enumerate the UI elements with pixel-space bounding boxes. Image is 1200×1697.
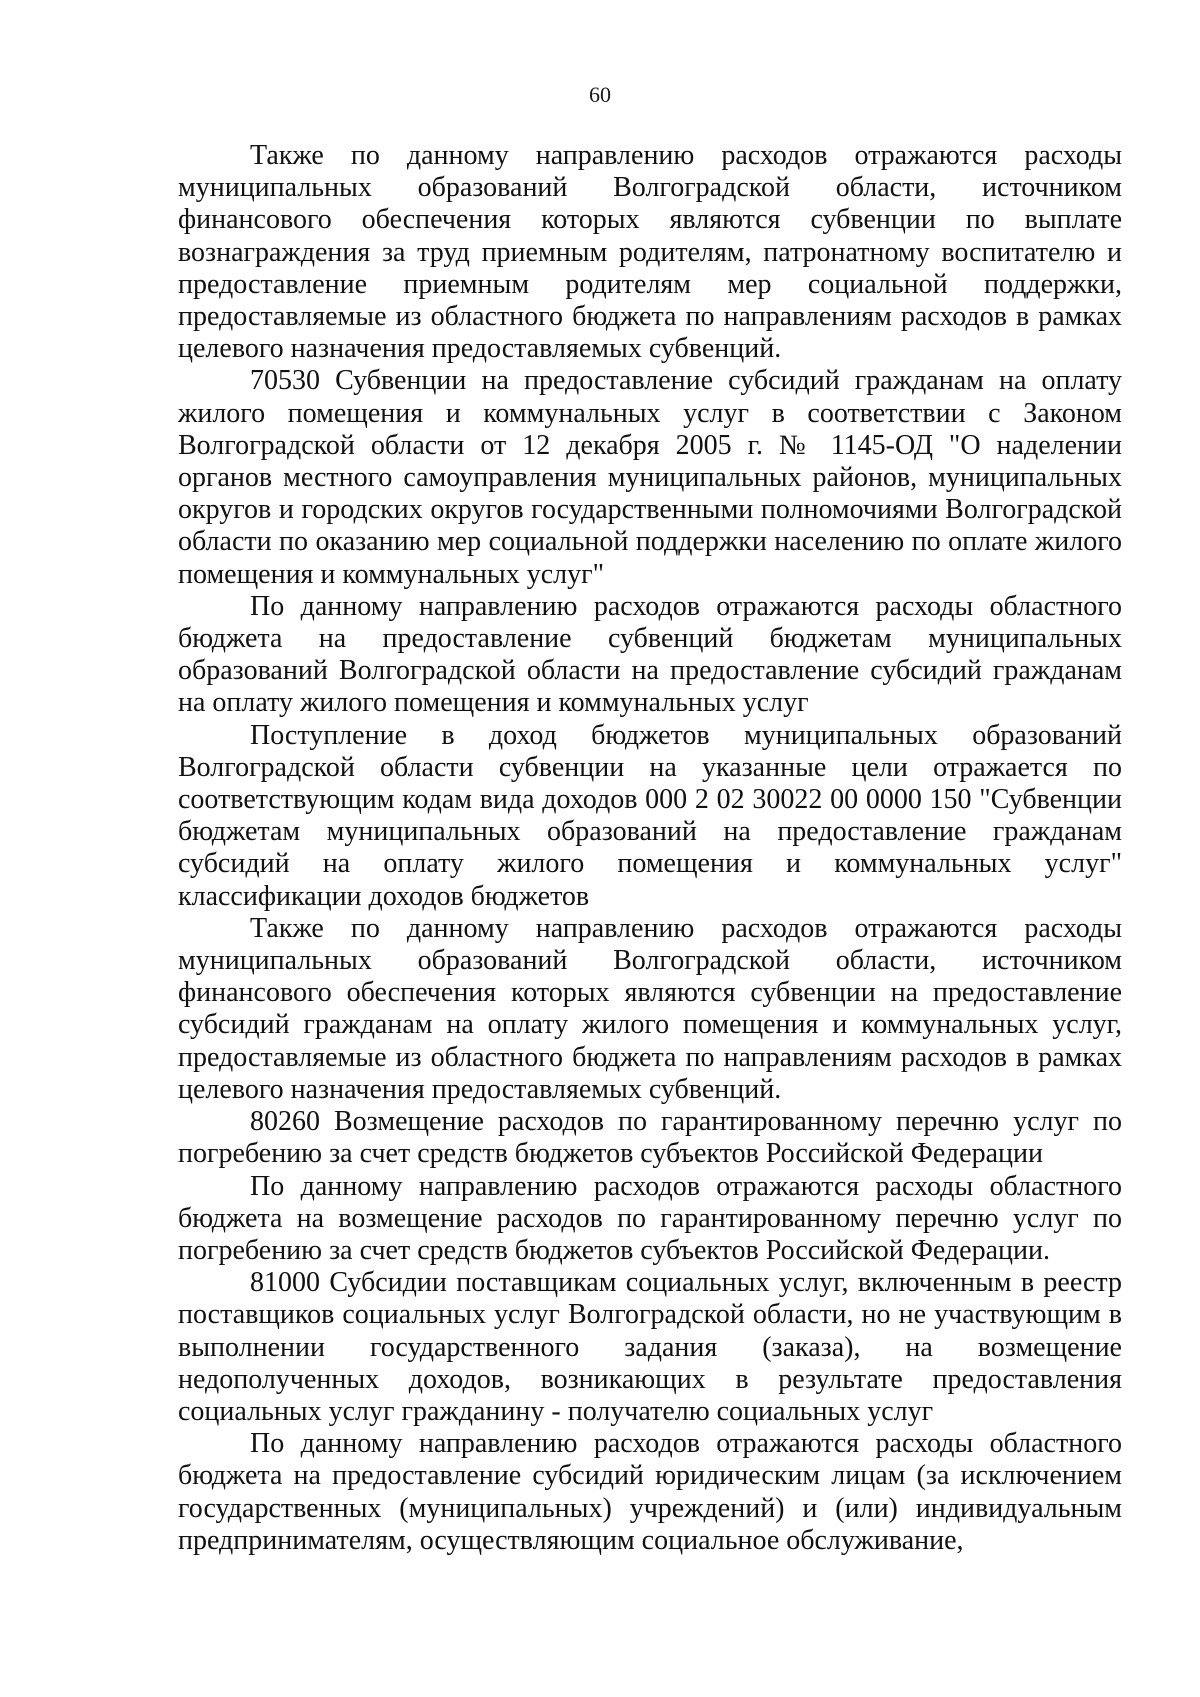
paragraph: Также по данному направлению расходов отражаются расходы муниципальных образований Волгоградской области, источником финансового обеспечения которых являются субвенции по выплате вознаграждения за труд приемным родителям, патронатному воспитателю и предоставление приемным родителям мер социальной поддержки, предоставляемые из областного бюджета по направлениям расходов в рамках целевого назначения предоставляемых субвенций. <box>178 140 1122 365</box>
paragraph: 70530 Субвенции на предоставление субсидий гражданам на оплату жилого помещения и коммунальных услуг в соответствии с Законом Волгоградской области от 12 декабря 2005 г. № 1145-ОД "О наделении органов местного самоуправления муниципальных районов, муниципальных округов и городских округов государственными полномочиями Волгоградской области по оказанию мер социальной поддержки населению по оплате жилого помещения и коммунальных услуг" <box>178 365 1122 590</box>
page-number: 60 <box>589 82 611 107</box>
document-body <box>178 140 1122 1557</box>
paragraph: 80260 Возмещение расходов по гарантированному перечню услуг по погребению за счет средств бюджетов субъектов Российской Федерации <box>178 1106 1122 1170</box>
paragraph: По данному направлению расходов отражаются расходы областного бюджета на предоставление субсидий юридическим лицам (за исключением государственных (муниципальных) учреждений) и (или) индивидуальным предпринимателям, осуществляющим социальное обслуживание, <box>178 1428 1122 1556</box>
paragraph: По данному направлению расходов отражаются расходы областного бюджета на предоставление субвенций бюджетам муниципальных образований Волгоградской области на предоставление субсидий гражданам на оплату жилого помещения и коммунальных услуг <box>178 590 1122 719</box>
paragraph: 81000 Субсидии поставщикам социальных услуг, включенным в реестр поставщиков социальных услуг Волгоградской области, но не участвующим в выполнении государственного задания (заказа), на возмещение недополученных доходов, возникающих в результате предоставления социальных услуг гражданину - получателю социальных услуг <box>178 1267 1122 1427</box>
paragraph: По данному направлению расходов отражаются расходы областного бюджета на возмещение расходов по гарантированному перечню услуг по погребению за счет средств бюджетов субъектов Российской Федерации. <box>178 1170 1122 1266</box>
paragraph: Поступление в доход бюджетов муниципальных образований Волгоградской области субвенции на указанные цели отражается по соответствующим кодам вида доходов 000 2 02 30022 00 0000 150 "Субвенции бюджетам муниципальных образований на предоставление гражданам субсидий на оплату жилого помещения и коммунальных услуг" классификации доходов бюджетов <box>178 719 1122 912</box>
paragraph: Также по данному направлению расходов отражаются расходы муниципальных образований Волгоградской области, источником финансового обеспечения которых являются субвенции на предоставление субсидий гражданам на оплату жилого помещения и коммунальных услуг, предоставляемые из областного бюджета по направлениям расходов в рамках целевого назначения предоставляемых субвенций. <box>178 912 1122 1105</box>
